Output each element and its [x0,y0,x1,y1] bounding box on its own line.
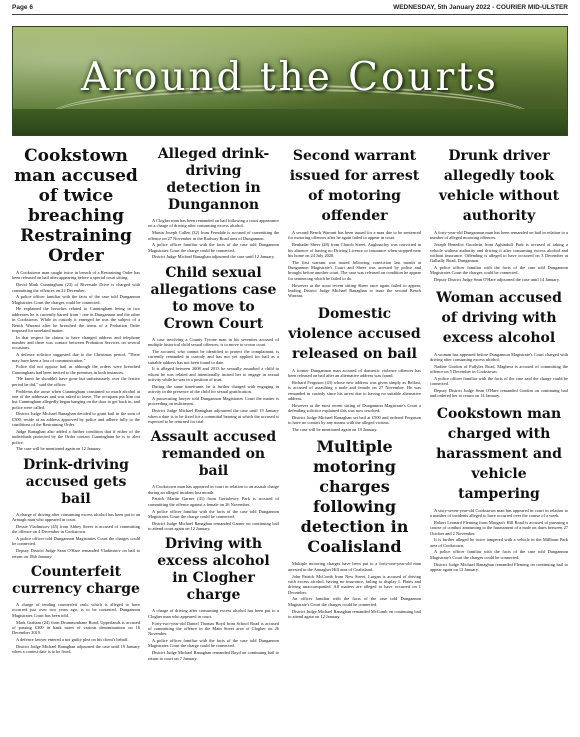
article-body [148,484,279,531]
article-body [148,337,279,425]
article-paragraph: During the same timeframe, he is further charged with engaging in activity in the presence of the child for sexual gratification. [148,383,279,395]
article-headline: Driving with excess alcohol in Clogher charge [157,536,270,604]
article-body [430,508,568,573]
article-paragraph: An officer familiar with the facts of the case told Dungannon Magistrate's Court the charges could be connected. [288,596,421,607]
article-paragraph: A former Dungannon man accused of domestic violence offences has been released on bail after an alternative address was found. [288,367,421,379]
article-paragraph: A Cookstown man has appeared in court in relation to an assault charge during an alleged incident last month. [148,484,279,495]
article-paragraph: A case involving a County Tyrone man in his seventies accused of multiple historical child sexual offences, is to move to crown court. [148,336,279,348]
hedge-decoration [13,109,567,135]
article-drink-driving-bail [12,457,140,559]
article-restraining-order [12,146,140,452]
article-paragraph: Forty-two-year-old Daniel Thomas Boyd from School Road is accused of committing the offence in the Main Street area of Clogher on 26 November. [148,620,279,637]
article-paragraph: District Judge Michael Ranaghan remanded Garner on continuing bail to attend court again on 12 January. [148,520,279,532]
article-headline: Cookstown man charged with harassment and vehicle tampering [436,405,562,502]
article-assault-bail [148,429,279,531]
article-crown-court [148,265,279,425]
article-paragraph: Mark Graham (24) from Drummonbane Road, Upperlands is accused of passing £300 in bank notes of various denominations on 16 December 2019. [12,619,140,636]
column-1 [12,146,140,660]
article-paragraph: Benhadar Sheer (28) from Church Street, Aughnacloy was convicted in his absence of having no Driving Licence or insurance when stopped near his home on 24 July 2020. [288,242,421,258]
article-headline: Cookstown man accused of twice breaching Restraining Order [14,146,138,266]
article-paragraph: A police officer familiar with the facts of the case told Dungannon Magistrate's Court the charges could be connected. [430,549,568,560]
article-paragraph: A police officer familiar with the facts of the case told Dungannon Magistrates Court the charge could be connected. [148,638,279,649]
article-paragraph: A police officer familiar with the facts of the case told Dungannon Magistrates Court the charges could be connected. [12,294,140,305]
article-body [430,230,568,283]
article-paragraph: District Judge Michael Ranaghan remanded Boyd on continuing bail to return to court on 7 January. [148,650,279,661]
article-paragraph: It is alleged between 2008 and 2013 he sexually assaulted a child to whom he was related and intentionally incited her to engage in sexual activity while he was in a position of trust. [148,366,279,383]
article-paragraph: Deputy District Judge Sean O'Hare remanded Gordon on continuing bail and ordered her to return on 14 January. [430,387,568,399]
column-4 [430,146,568,577]
article-headline: Domestic violence accused released on bail [288,305,421,362]
article-paragraph: Martin Joseph Cullen (32) from Ferndale is accused of committing the offence on 27 November in the Railway Road area of Dungannon. [148,230,279,241]
article-paragraph: The case will be mentioned again on 12 January. [16,446,102,452]
article-headline: Alleged drink-driving detection in Dungannon [157,146,270,213]
article-headline: Assault accused remanded on bail [150,429,277,480]
article-paragraph: A police officer familiar with the facts of the case told Dungannon Magistrates Court the charge could be connected. [148,242,279,253]
article-paragraph: A second Bench Warrant has been issued for a man due to be sentenced for motoring offences after he again failed to appear in court. [288,230,421,241]
article-drunk-driver-vehicle [430,146,568,283]
article-paragraph: District Judge Michael Ranaghan adjourned the case until 19 January when a contest date is to be fixed. [12,643,140,655]
article-body [12,512,140,559]
article-paragraph: A Cookstown man caught twice in breach of a Restraining Order has been released on bail after appearing before a special court sitting. [12,270,140,281]
article-paragraph: However at the most recent sitting of Dungannon Magistrate's Court a defending solicitor explained this was now resolved. [288,402,421,414]
article-paragraph: Robert Leonard Fleming from Morgan's Hill Road is accused of pursuing a course of conduct amounting to the harassment of a male on dates between 27 October and 2 November. [430,519,568,536]
article-woman-excess-alcohol [430,288,568,399]
article-paragraph: Nadine Gordon of Fullyles Road, Maghera is accused of committing the offence on 5 December in Cookstown. [430,363,568,375]
banner-title: Around the Courts [81,55,499,100]
article-paragraph: Police did not oppose bail as although the orders were breached Cunningham had been invited to the premises in both instances. [12,364,140,375]
article-headline: Woman accused of driving with excess alcohol [436,289,562,346]
article-paragraph: A woman has appeared before Dungannon Magistrate's Court charged with driving after consuming excess alcohol. [430,351,568,362]
article-paragraph: Richard Ferguson (43) whose new address was given simply as Belfast, is accused of assaulting a male and female on 27 November. He was remanded in custody since his arrest due to having no suitable alternative address. [288,379,421,402]
publication-dateline: WEDNESDAY, 5th January 2022 - COURIER MID-ULSTER [393,3,568,11]
article-paragraph: Patrick Martin Garner (41) from Gortalowry Park is accused of committing the offence against a female on 26 November. [148,496,279,507]
article-paragraph: A charge of driving after consuming excess alcohol has been put to an Armagh man who appeared in court. [12,511,140,523]
article-paragraph: He explained the breaches related to Cunningham being in two addresses he is currently barred from - one in Dungannon and the other in Cookstown. While in custody it emerged he was the subject of a Bench Warrant after he breached the terms of a Probation Order imposed for unrelated matter. [12,306,140,333]
article-body [288,561,421,619]
article-headline: Multiple motoring charges following detection in Coalisland [300,437,409,557]
column-3 [288,146,421,624]
article-paragraph: Judge Ranaghan also added a further condition that if either of the individuals protected by the Order contact Cunningham he is to alert police. [12,428,140,445]
article-paragraph: District Judge Michael Ranaghan adjourned the case until 12 January. [152,254,275,260]
article-paragraph: A defence solicitor suggested due to the Christmas period, "There may have been a loss of communication." [12,352,140,363]
article-paragraph: A charge of driving after consuming excess alcohol has been put to a Clogher man who appeared in court. [148,608,279,619]
article-paragraph: It is further alleged he twice tampered with a vehicle in the Millburn Park area of Cookstown. [430,537,568,548]
article-headline: Drink-driving accused gets bail [23,456,129,507]
article-paragraph: Joseph Benedict Goodwin from Aghinduff Park is accused of taking a vehicle without authority and driving it after consuming excess alcohol and without insurance. Offending is alleged to have occurred on 3 December at Galbally Road, Dungannon. [430,242,568,264]
column-2 [148,146,279,666]
article-paragraph: District Judge Michael Ranaghan remanded McComb on continuing bail to attend again on 12 January. [288,608,421,619]
article-paragraph: Deputy District Judge Sean O'Hare remanded Vladimirov on bail to return on 18th January. [12,548,140,559]
article-paragraph: Deputy District Judge Sean O'Hare adjourned the case until 14 January. [434,277,560,283]
article-paragraph: District Judge Michael Ranaghan set bail at £500 and ordered Ferguson to have no contact by any means with the alleged victims. [288,414,421,426]
article-counterfeit [12,564,140,655]
article-paragraph: John Patrick McComb from New Street, Lurgan is accused of driving with excess alcohol, having no insurance, failing to display L Plates and driving unaccompanied. All matters are alleged to have occurred on 1 December. [288,573,421,595]
article-headline: Drunk driver allegedly took vehicle without authority [438,148,560,224]
article-domestic-violence [288,304,421,433]
header-rule [12,14,568,15]
article-headline: Counterfeit currency charge [12,564,140,597]
article-coalisland [288,437,421,619]
article-paragraph: A forty-year-old Dungannon man has been remanded on bail in relation to a number of alleged motoring offences. [430,230,568,241]
article-headline: Child sexual allegations case to move to Crown Court [150,264,277,332]
article-paragraph: A Clogher man has been remanded on bail following a court appearance on a charge of driving after consuming excess alcohol. [148,218,279,229]
article-paragraph: The accused, who cannot be identified to protect the complainant, is currently remanded in custody and has not yet applied for bail as a suitable address has not been found to date. [148,348,279,365]
article-paragraph: Problems the arose when Cunningham consumed so much alcohol at one of the addresses and was asked to leave. The occupant put him out but Cunningham allegedly began banging on the door to get back in, and police were called. [12,388,140,410]
page-number: Page 6 [12,3,33,11]
article-paragraph: Multiple motoring charges have been put to a forty-one-year-old man arrested in the Annagher Hill area of Coalisland. [288,561,421,572]
article-headline: Second warrant issued for arrest of motoring offender [289,148,420,224]
article-paragraph: A police officer familiar with the facts of the case told Dungannon Magistrates Court the charge could be connected. [148,508,279,519]
article-paragraph: A charge of tending counterfeit cash, which is alleged to have occurred just over two years ago, is to be contested, Dungannon Magistrates Court has been told. [12,602,140,618]
article-paragraph: In that respect he claims to have changed address and telephone number and there was contact between Probation Services on several occasions. [12,334,140,351]
article-dungannon-detection [148,146,279,260]
article-paragraph: The case will be mentioned again on 19 January. [292,427,378,433]
article-paragraph: "He knew he shouldn't have gone but unfortunately over the festive period he did," said the officer. [12,376,140,387]
article-body [148,218,279,260]
article-paragraph: David Mark Cunningham (23) of Riverside Drive is charged with committing the offences on 22 December. [12,282,140,293]
article-paragraph: Dessie Vladimirov (45) from Abbey Street is accused of committing the offence on 4 December in Cookstown. [12,523,140,535]
article-harassment [430,404,568,573]
article-paragraph: A sixty-seven-year-old Cookstown man has appeared in court in relation to a number of incidents alleged to have occurred over the course of a week. [430,507,568,519]
article-paragraph: A police officer familiar with the facts of the case said the charge could be connected. [430,375,568,387]
page-header [12,0,568,14]
article-body [430,352,568,399]
article-body [12,602,140,655]
article-clogher-alcohol [148,536,279,661]
article-paragraph: District Judge Michael Ranaghan remanded Fleming on continuing bail to appear again on 12 January. [430,561,568,572]
article-body [12,270,140,452]
article-body [288,230,421,299]
section-banner [12,26,568,136]
article-body [288,368,421,433]
article-paragraph: A police officer told Dungannon Magistrates Court the charges could be connected. [12,536,140,547]
article-paragraph: District Judge Michael Ranaghan decided to grant bail in the sum of £500, reside at an address approved by police and adhere fully to the conditions of the Restraining Order. [12,411,140,428]
article-body [148,608,279,661]
article-paragraph: District Judge Michael Ranaghan adjourned the case until 19 January when a date is to be fixed for a committal hearing at which the accused is expected to be returned for trial. [148,408,279,424]
article-paragraph: A police officer familiar with the facts of the case told Dungannon Magistrates Court the charges could be connected. [430,265,568,276]
article-paragraph: A defence lawyer entered a not guilty plea on his client's behalf. [16,637,129,643]
article-paragraph: The first warrant was issued following conviction last month at Dungannon Magistrate's Court and Sheer was arrested by police and brought before another court. The case was released on condition he appear for sentencing which he failed to do. [288,259,421,281]
article-second-warrant [288,146,421,299]
article-paragraph: A prosecuting lawyer told Dungannon Magistrates Court the matter is proceeding on indictment. [148,395,279,407]
article-paragraph: However at the most recent sitting Sheer once again failed to appear, leading District Judge Michael Ranaghan to issue the second Bench Warrant. [288,282,421,299]
